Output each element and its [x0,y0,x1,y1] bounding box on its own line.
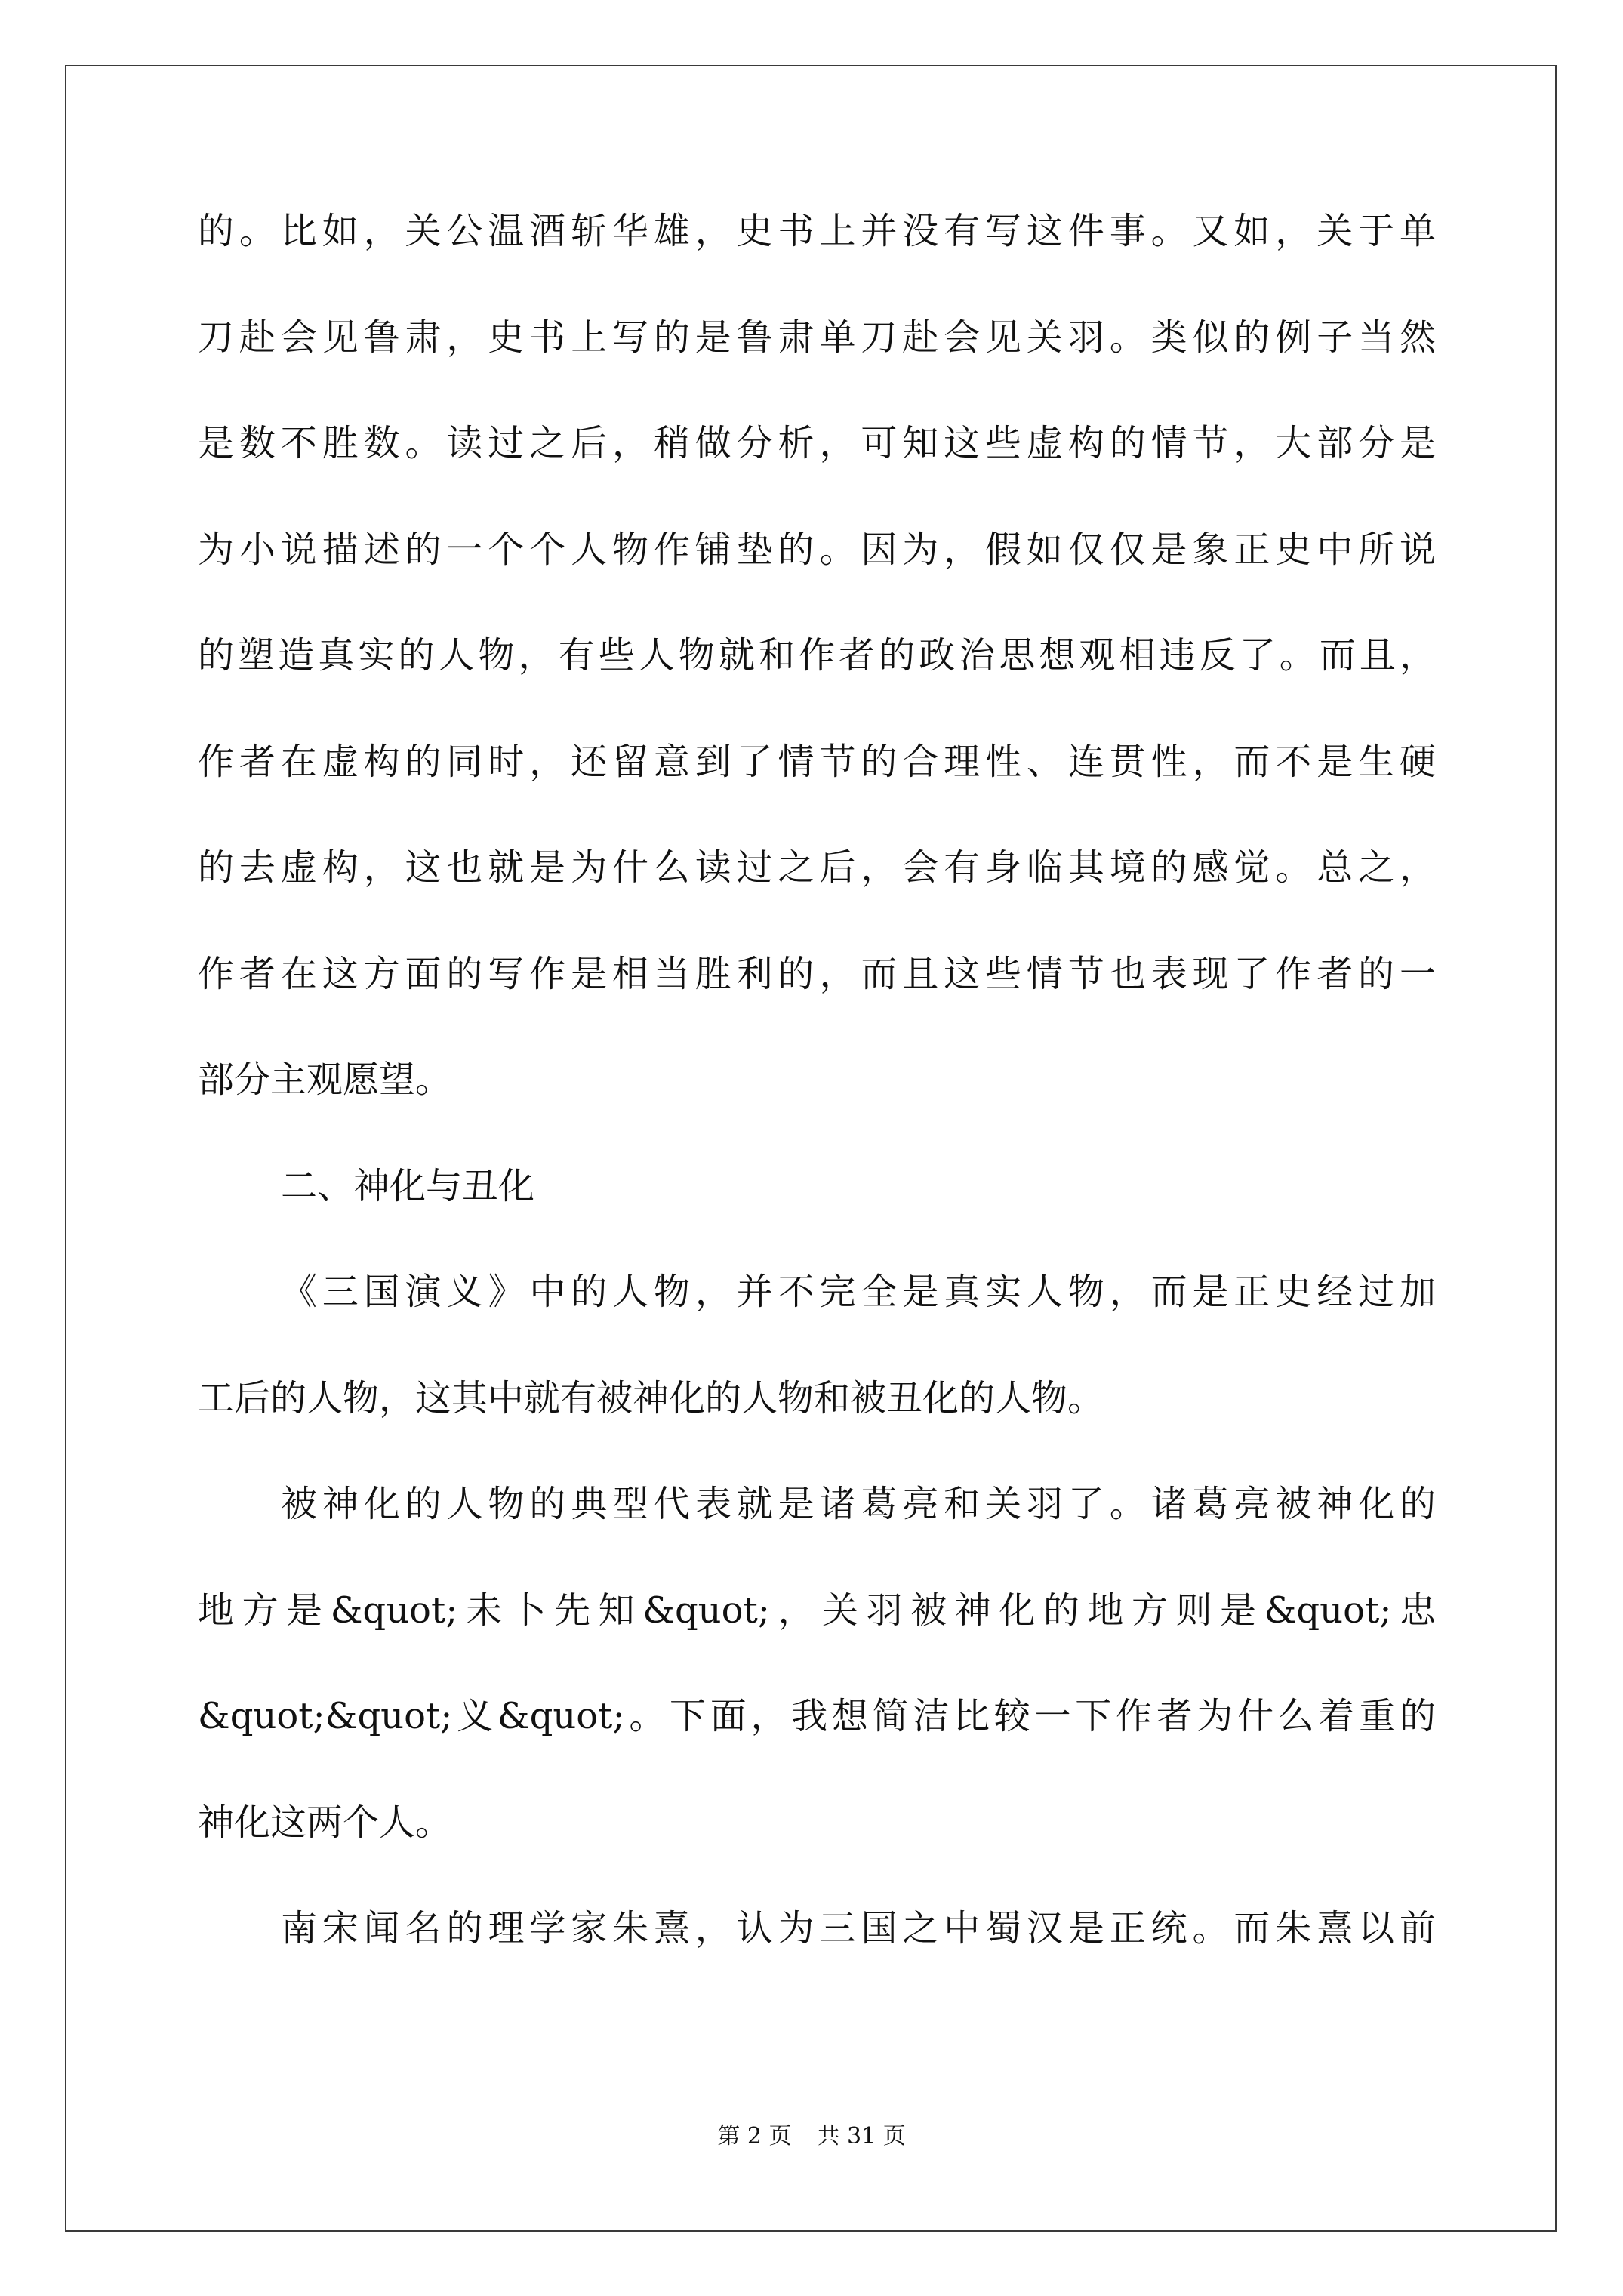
text-line: 部分主观愿望。 [198,1059,452,1101]
text-line: &quot;&quot;义&quot;。下面，我想简洁比较一下作者为什么着重的 [198,1695,1436,1737]
text-line: 作者在这方面的写作是相当胜利的，而且这些情节也表现了作者的一 [198,952,1436,995]
text-line: 的去虚构，这也就是为什么读过之后，会有身临其境的感觉。总之， [198,846,1436,889]
text-line: 《三国演义》中的人物，并不完全是真实人物，而是正史经过加 [281,1271,1436,1313]
text-line: 的。比如，关公温酒斩华雄，史书上并没有写这件事。又如，关于单 [198,210,1436,252]
page-number: 第 2 页 [717,2123,792,2150]
document-body [198,210,1436,2017]
text-line: 刀赴会见鲁肃，史书上写的是鲁肃单刀赴会见关羽。类似的例子当然 [198,316,1436,359]
page-footer [0,2125,1623,2148]
text-line: 工后的人物，这其中就有被神化的人物和被丑化的人物。 [198,1376,1104,1419]
text-line: 的塑造真实的人物，有些人物就和作者的政治思想观相违反了。而且， [198,634,1436,676]
text-line: 神化这两个人。 [198,1801,452,1844]
text-line: 是数不胜数。读过之后，稍做分析，可知这些虚构的情节，大部分是 [198,422,1436,464]
page-total: 共 31 页 [817,2123,906,2150]
text-line: 被神化的人物的典型代表就是诸葛亮和关羽了。诸葛亮被神化的 [281,1483,1436,1525]
text-line: 地方是&quot;未卜先知&quot;，关羽被神化的地方则是&quot;忠 [198,1589,1436,1632]
text-line: 作者在虚构的同时，还留意到了情节的合理性、连贯性，而不是生硬 [198,740,1436,783]
text-line: 南宋闻名的理学家朱熹，认为三国之中蜀汉是正统。而朱熹以前 [281,1907,1436,1949]
text-line: 二、神化与丑化 [281,1164,535,1207]
text-line: 为小说描述的一个个人物作铺垫的。因为，假如仅仅是象正史中所说 [198,528,1436,571]
